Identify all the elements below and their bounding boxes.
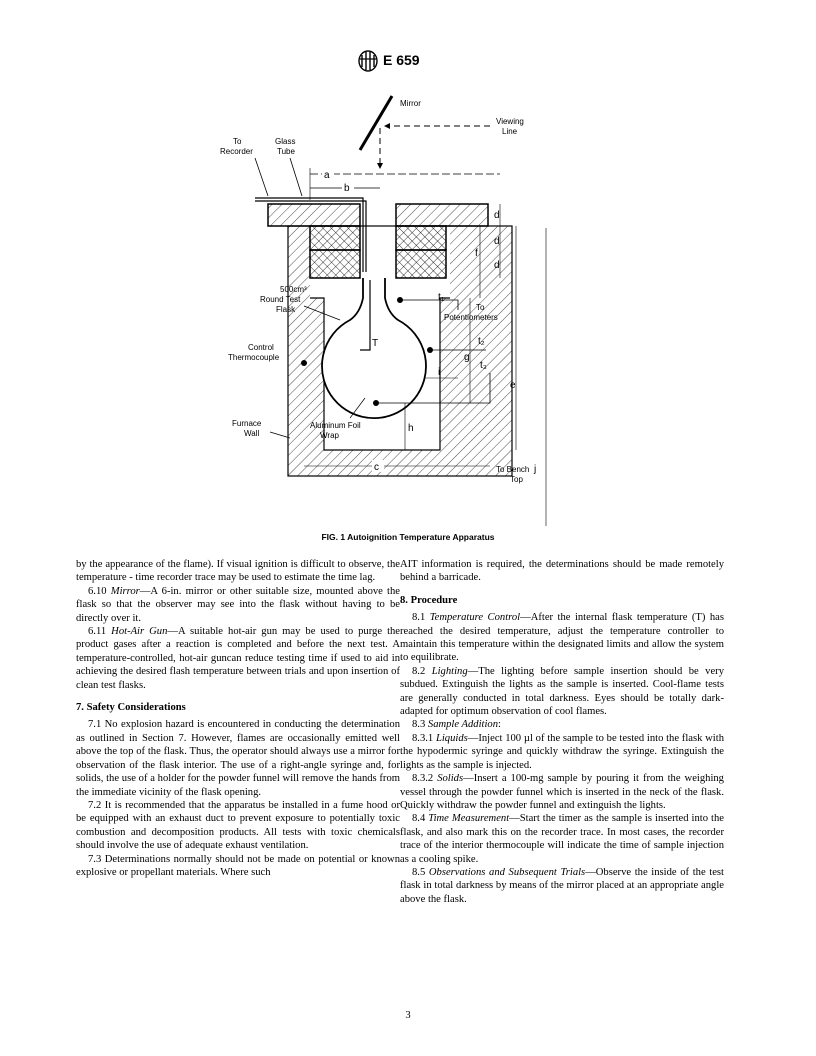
label-top: Top (510, 475, 523, 484)
label-furnace: Furnace (232, 419, 262, 428)
label-a: a (324, 170, 330, 181)
label-line: Line (502, 127, 518, 136)
label-glass: Glass (275, 137, 296, 146)
page-header (0, 50, 816, 74)
label-d3: d (494, 260, 500, 271)
label-foil: Aluminum Foil (310, 421, 361, 430)
page-number: 3 (405, 1010, 411, 1021)
label-T: T (372, 338, 379, 349)
label-bench: To Bench (496, 465, 530, 474)
paragraph-6-9-continued: by the appearance of the flame). If visual ignition is difficult to observe, the temperature - time recorder trace may be used to estimate the time lag. (76, 559, 400, 584)
label-thermocouple: Thermocouple (228, 353, 280, 362)
paragraph-6-10: 6.10 Mirror—A 6-in. mirror or other suitable size, mounted above the flask so that the observer may see into the flask without having to be directly over it. (76, 585, 401, 624)
label-h: h (408, 423, 414, 434)
label-i: i (438, 367, 441, 378)
paragraph-8-3: 8.3 Sample Addition: (412, 719, 501, 731)
label-t3: t₃ (480, 360, 487, 371)
paragraph-6-11: 6.11 Hot-Air Gun—A suitable hot-air gun may be used to purge the product gases after a reaction is completed and before the next test. A temperature-controlled, hot-air guncan reduce testing time if used to aid in achieving the desired flash temperature between trials and upon insertion of clean test flasks. (76, 626, 401, 691)
mirror (360, 96, 392, 150)
paragraph-8-5: 8.5 Observations and Subsequent Trials—Observe the inside of the test flask in total darkness by means of the mirror placed at an appropriate angle above the flask. (400, 866, 724, 905)
paragraph-7-3-continued: AIT information is required, the determinations should be made remotely behind a barricade. (400, 559, 724, 584)
label-t2: t₂ (478, 336, 485, 347)
section-heading-7: 7. Safety Considerations (76, 702, 186, 714)
paragraph-8-1: 8.1 Temperature Control—After the internal flask temperature (T) has reached the desired temperature, adjust the temperature controller to maintain this temperature within the designated limits and allow the system to equilibrate. (400, 612, 724, 664)
label-potentiometers: Potentiometers (444, 313, 498, 322)
paragraph-8-4: 8.4 Time Measurement—Start the timer as the sample is inserted into the flask, and also mark this on the recorder trace. In most cases, the recorder trace of the interior thermocouple will indicate the time of sample injection as a cooling spike. (400, 813, 724, 865)
label-f: f (475, 248, 478, 259)
right-column (400, 558, 724, 906)
label-j: j (534, 464, 537, 475)
label-g: g (464, 352, 470, 363)
label-tube: Tube (277, 147, 295, 156)
label-mirror: Mirror (400, 99, 421, 108)
figure-caption: FIG. 1 Autoignition Temperature Apparatus (321, 532, 495, 542)
apparatus-figure (200, 88, 560, 528)
paragraph-8-2: 8.2 Lighting—The lighting before sample insertion should be very subdued. Extinguish the lights as the sample is inserted. Cool-flame tests are generally conducted in total darkness. Eyes should be totally dark-adapted for optimum observation of cool flames. (400, 665, 725, 718)
label-wrap: Wrap (320, 431, 339, 440)
label-d1: d (494, 210, 500, 221)
paragraph-7-3: 7.3 Determinations normally should not be made on potential or known explosive or propellant materials. Where such (76, 853, 400, 878)
label-viewing: Viewing (496, 117, 524, 126)
paragraph-7-1: 7.1 No explosion hazard is encountered in conducting the determination as outlined in Section 7. However, flames are occasionally emitted well above the top of the flask. Thus, the operator should always use a mirror for observation of the flask interior. The use of a right-angle syringe and, for solids, the use of a holder for the powder funnel will remove the hands from the immediate vicinity of the flask opening. (76, 719, 400, 798)
paragraph-8-3-1: 8.3.1 Liquids—Inject 100 µl of the sample to be tested into the flask with the hypodermic syringe and quickly withdraw the syringe. Extinguish the lights as the sample is injected. (400, 732, 724, 771)
left-column (76, 558, 400, 879)
label-pot-to: To (476, 303, 485, 312)
paragraph-8-3-2: 8.3.2 Solids—Insert a 100-mg sample by pouring it from the weighing vessel through the powder funnel which is inserted in the neck of the flask. Quickly withdraw the powder funnel and extinguish the lights. (400, 773, 724, 811)
paragraph-7-2: 7.2 It is recommended that the apparatus be installed in a fume hood or be equipped with an exhaust duct to prevent exposure to potentially toxic combustion and decomposition products. All tests with toxic chemicals should involve the use of adequate exhaust ventilation. (76, 799, 400, 852)
label-recorder: Recorder (220, 147, 253, 156)
label-flask-type: Round Test (260, 295, 301, 304)
astm-logo-icon (358, 50, 378, 72)
label-t1: t₁ (438, 292, 445, 303)
label-flask: Flask (276, 305, 296, 314)
label-b: b (344, 183, 350, 194)
label-e: e (510, 380, 516, 391)
label-control: Control (248, 343, 274, 352)
apparatus-diagram (200, 88, 560, 528)
label-wall: Wall (244, 429, 260, 438)
label-d2: d (494, 236, 500, 247)
label-c: c (374, 462, 379, 473)
document-designation: E 659 (383, 52, 420, 68)
label-flask-volume: 500cm³ (280, 285, 307, 294)
section-heading-8: 8. Procedure (400, 594, 458, 606)
label-to: To (233, 137, 242, 146)
